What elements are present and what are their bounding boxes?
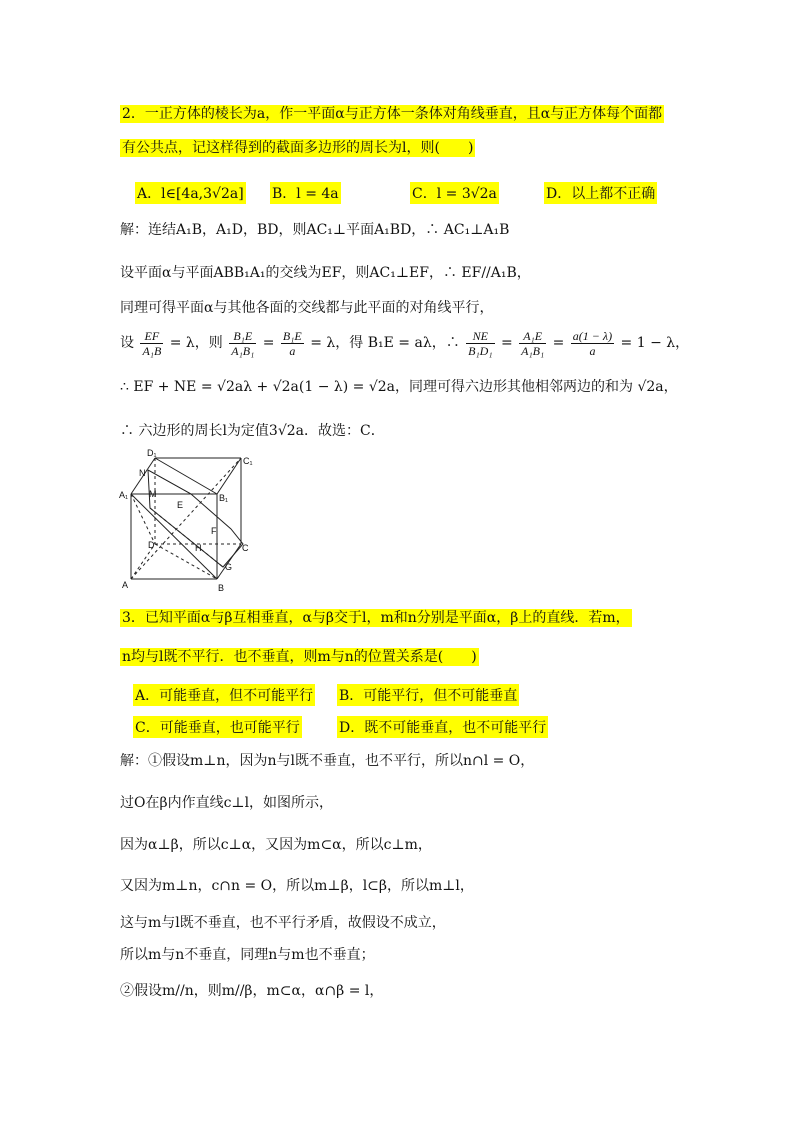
label-h: H xyxy=(195,543,202,553)
problem3-stem-line1 xyxy=(120,608,632,628)
frac1-den: A₁B xyxy=(142,343,162,358)
solution2-step5: ∴ EF + NE = √2aλ + √2a(1 − λ) = √2a，同理可得六边形其他相邻两边的和为 √2a， xyxy=(120,379,678,395)
solution2-step2: 设平面α与平面ABB₁A₁的交线为EF，则AC₁⊥EF，∴ EF//A₁B， xyxy=(120,265,531,281)
problem3-option-c: C．可能垂直，也可能平行 xyxy=(133,716,302,738)
frac2-num: B₁E xyxy=(229,329,256,344)
label-g: G xyxy=(225,562,233,572)
cube-figure xyxy=(115,448,265,596)
label-e: E xyxy=(177,500,184,510)
frac5-den: A₁B₁ xyxy=(521,343,545,358)
fraction-a1e-a1b1 xyxy=(519,329,546,358)
label-b: B xyxy=(218,583,225,593)
label-b1: B₁ xyxy=(219,493,229,503)
problem3-option-b: B．可能平行，但不可能垂直 xyxy=(337,684,519,706)
label-c: C xyxy=(242,543,249,553)
solution3-step6: 所以m与n不垂直，同理n与m也不垂直； xyxy=(120,947,375,963)
frac2-den: A₁B₁ xyxy=(231,343,255,358)
frac3-num: B₁E xyxy=(282,328,302,343)
diagonal-a1-d xyxy=(131,494,155,544)
label-a1: A₁ xyxy=(119,490,129,500)
solution3-step4: 又因为m⊥n，c∩n = O，所以m⊥β，l⊂β，所以m⊥l， xyxy=(120,878,474,894)
s4-text-a: = λ，则 xyxy=(169,335,223,351)
diagonal-d-b xyxy=(155,544,217,579)
s4-text-d: = xyxy=(500,335,513,351)
solution3-step5: 这与m与l既不垂直，也不平行矛盾，故假设不成立， xyxy=(120,915,446,931)
s4-text-b: = xyxy=(262,335,275,351)
solution3-step1: 解：①假设m⊥n，因为n与l既不垂直，也不平行，所以n∩l = O， xyxy=(120,753,535,769)
label-m: M xyxy=(149,489,157,499)
problem3-option-a: A．可能垂直，但不可能平行 xyxy=(133,684,315,706)
solution3-step2: 过O在β内作直线c⊥l，如图所示， xyxy=(120,795,334,811)
frac4-num: NE xyxy=(466,329,494,344)
solution3-step7: ②假设m//n，则m//β，m⊂α，α∩β = l， xyxy=(120,983,384,999)
fraction-ne-b1d1 xyxy=(466,329,494,358)
problem2-option-c: C．l = 3√2a xyxy=(410,182,499,204)
problem2-option-a: A．l∈[4a,3√2a] xyxy=(135,182,246,204)
solution2-step4 xyxy=(120,328,689,358)
s4-text-c: = λ，得 B₁E = aλ，∴ xyxy=(310,335,460,351)
s4-pre: 设 xyxy=(120,335,134,351)
problem2-stem-text2: 有公共点，记这样得到的截面多边形的周长为l，则( ) xyxy=(122,140,474,156)
problem2-stem-text1: 2．一正方体的棱长为a，作一平面α与正方体一条体对角线垂直，且α与正方体每个面都 xyxy=(122,106,663,122)
fraction-b1e-a xyxy=(281,329,304,358)
label-n: N xyxy=(139,468,146,478)
solution2-step3: 同理可得平面α与其他各面的交线都与此平面的对角线平行， xyxy=(120,300,494,316)
s4-text-e: = xyxy=(552,335,565,351)
problem2-stem-line1 xyxy=(120,104,664,124)
edge-b1-c1 xyxy=(217,458,241,494)
solution2-step6: ∴ 六边形的周长l为定值3√2a．故选：C． xyxy=(120,423,385,439)
frac5-num: A₁E xyxy=(519,329,546,344)
problem2-stem-line2 xyxy=(120,138,475,158)
frac6-num: a(1 − λ) xyxy=(572,328,613,343)
label-d: D xyxy=(148,540,155,550)
solution2-step1: 解：连结A₁B，A₁D，BD，则AC₁⊥平面A₁BD，∴ AC₁⊥A₁B xyxy=(120,222,510,238)
label-f: F xyxy=(211,526,217,536)
frac6-den: a xyxy=(589,343,596,358)
problem2-option-d: D．以上都不正确 xyxy=(544,182,657,204)
fraction-ef-a1b xyxy=(140,329,163,358)
fraction-a1-lambda xyxy=(571,329,614,358)
fraction-b1e-a1b1 xyxy=(229,329,256,358)
s4-text-f: = 1 − λ， xyxy=(620,335,690,351)
diagonal-a1-b xyxy=(131,494,217,579)
solution3-step3: 因为α⊥β，所以c⊥α，又因为m⊂α，所以c⊥m， xyxy=(120,837,432,853)
frac4-den: B₁D₁ xyxy=(468,343,493,358)
problem3-stem-text2: n均与l既不平行．也不垂直，则m与n的位置关系是( ) xyxy=(122,649,477,665)
problem3-stem-text1: 3．已知平面α与β互相垂直，α与β交于l，m和n分别是平面α，β上的直线．若m， xyxy=(122,610,630,626)
problem2-option-b: B．l = 4a xyxy=(270,182,341,204)
problem3-stem-line2 xyxy=(120,647,479,667)
label-c1: C₁ xyxy=(243,456,253,466)
label-d1: D₁ xyxy=(147,448,157,458)
problem3-option-d: D．既不可能垂直，也不可能平行 xyxy=(337,716,548,738)
frac1-num: EF xyxy=(140,329,163,344)
label-a: A xyxy=(122,580,129,590)
diagonal-d1-b1 xyxy=(155,458,217,494)
frac3-den: a xyxy=(289,343,296,358)
